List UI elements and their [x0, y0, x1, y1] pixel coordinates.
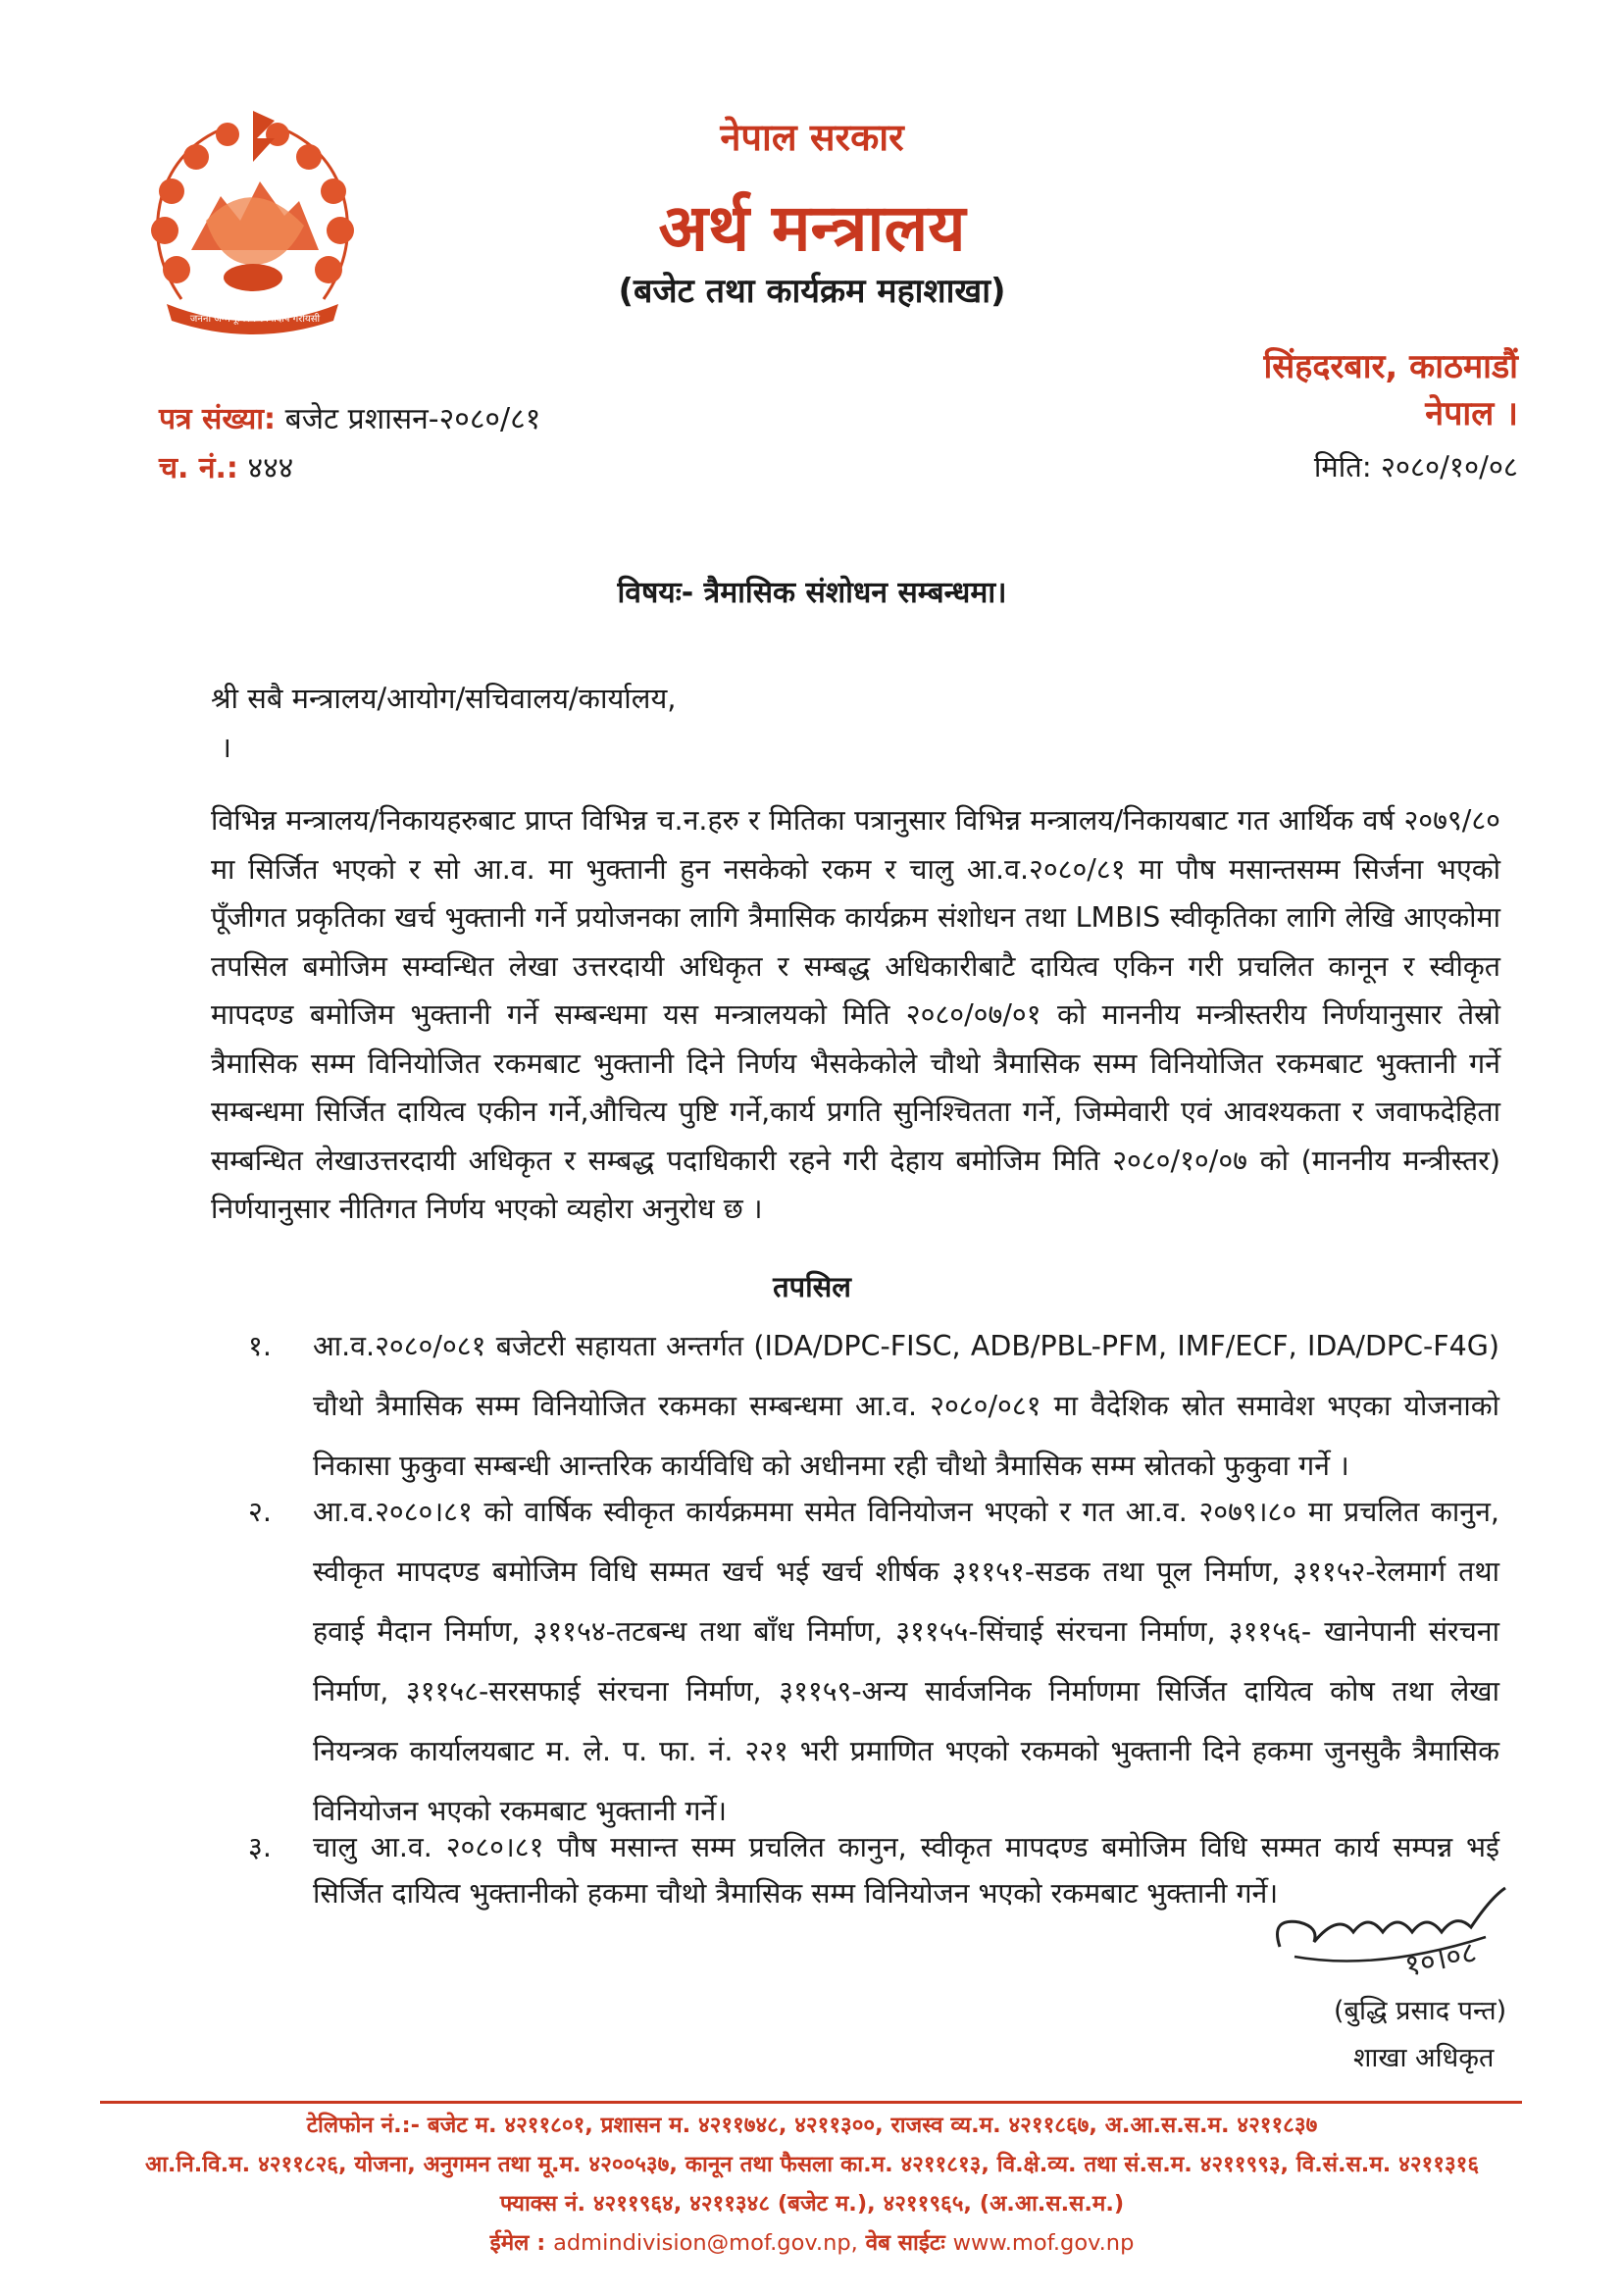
letter-subject: विषयः- त्रैमासिक संशोधन सम्बन्धमा।	[617, 576, 1007, 610]
ministry-name: अर्थ मन्त्रालय	[658, 190, 966, 266]
date-label: मिति:	[1313, 450, 1372, 484]
list-item-text: चालु आ.व. २०८०।८१ पौष मसान्त सम्म प्रचलित कानुन, स्वीकृत मापदण्ड बमोजिम विधि सम्मत कार्य सम्पन्न भई सिर्जित दायित्व भुक्तानीको हकमा चौथो त्रैमासिक सम्म विनियोजन भएको रकमबाट भुक्तानी गर्ने।	[313, 1831, 1499, 1910]
footer-phone-line-2: आ.नि.वि.म. ४२११८२६, योजना, अनुगमन तथा मू.म. ४२००५३७, कानून तथा फैसला का.म. ४२११८१३, वि.क्षे.व्य. तथा सं.स.म. ४२११९९३, वि.सं.स.म. ४२११३१६	[144, 2152, 1480, 2177]
email-link[interactable]: admindivision@mof.gov.np,	[553, 2230, 858, 2256]
handwritten-signature	[1260, 1878, 1554, 1986]
office-location	[1264, 343, 1519, 437]
signatory-name: (बुद्धि प्रसाद पन्त)	[1334, 1996, 1507, 2026]
list-item-number: १.	[248, 1330, 272, 1362]
list-item	[248, 1482, 1499, 1841]
signature-date: १०।०८	[1401, 1935, 1480, 1984]
website-link[interactable]: www.mof.gov.np	[952, 2230, 1135, 2256]
footer-phone-line-1: टेलिफोन नं.:- बजेट म. ४२११८०१, प्रशासन म. ४२११७४८, ४२११३००, राजस्व व्य.म. ४२११८६७, अ.आ.स.स.म. ४२११८३७	[306, 2113, 1318, 2138]
location-line-2: नेपाल ।	[1425, 394, 1518, 433]
list-item-number: २.	[248, 1496, 272, 1528]
footer-divider	[100, 2101, 1522, 2104]
signatory-title: शाखा अधिकृत	[1353, 2043, 1495, 2073]
letter-date	[1314, 447, 1518, 485]
dispatch-number-label: च. नं.:	[159, 451, 238, 485]
dispatch-number-value: ४४४	[247, 451, 294, 485]
location-line-1: सिंहदरबार, काठमाडौं	[1263, 347, 1518, 386]
website-label: वेब साईटः	[865, 2230, 945, 2256]
footer-contact-line	[0, 2226, 1624, 2257]
body-paragraph: विभिन्न मन्त्रालय/निकायहरुबाट प्राप्त विभिन्न च.न.हरु र मितिका पत्रानुसार विभिन्न मन्त्रालय/निकायबाट गत आर्थिक वर्ष २०७९/८० मा सिर्जित भएको र सो आ.व. मा भुक्तानी हुन नसकेको रकम र चालु आ.व.२०८०/८१ मा पौष मसान्तसम्म सिर्जना भएको पूँजीगत प्रकृतिका खर्च भुक्तानी गर्ने प्रयोजनका लागि त्रैमासिक कार्यक्रम संशोधन तथा LMBIS स्वीकृतिका लागि लेखि आएकोमा तपसिल बमोजिम सम्वन्धित लेखा उत्तरदायी अधिकृत र सम्बद्ध अधिकारीबाटै दायित्व एकिन गरी प्रचलित कानून र स्वीकृत मापदण्ड बमोजिम भुक्तानी गर्ने सम्बन्धमा यस मन्त्रालयको मिति २०८०/०७/०१ को माननीय मन्त्रीस्तरीय निर्णयानुसार तेस्रो त्रैमासिक सम्म विनियोजित रकमबाट भुक्तानी दिने निर्णय भैसकेकोले चौथो त्रैमासिक सम्म विनियोजित रकमबाट भुक्तानी गर्ने सम्बन्धमा सिर्जित दायित्व एकीन गर्ने,औचित्य पुष्टि गर्ने,कार्य प्रगति सुनिश्चितता गर्ने, जिम्मेवारी एवं आवश्यकता र जवाफदेहिता सम्बन्धित लेखाउत्तरदायी अधिकृत र सम्बद्ध पदाधिकारी रहने गरी देहाय बमोजिम मिति २०८०/१०/०७ को (माननीय मन्त्रीस्तर) निर्णयानुसार नीतिगत निर्णय भएको व्यहोरा अनुरोध छ ।	[211, 804, 1500, 1225]
addressee-line-2: ।	[221, 731, 231, 764]
letter-number-value: बजेट प्रशासन-२०८०/८१	[284, 402, 541, 436]
letter-number-label: पत्र संख्या:	[159, 402, 277, 436]
date-value: २०८०/१०/०८	[1380, 450, 1518, 484]
emblem-motto: जननी जन्मभूमिश्च स्वर्गादपि गरीयसी	[189, 314, 321, 325]
footer-fax-line: फ्याक्स नं. ४२११९६४, ४२११३४८ (बजेट म.), ४२११९६५, (अ.आ.स.स.म.)	[499, 2191, 1125, 2217]
government-name: नेपाल सरकार	[720, 116, 904, 159]
list-item-text: आ.व.२०८०/०८१ बजेटरी सहायता अन्तर्गत (IDA/DPC-FISC, ADB/PBL-PFM, IMF/ECF, IDA/DPC-F4G) चौथो त्रैमासिक सम्म विनियोजित रकमका सम्बन्धमा आ.व. २०८०/०८१ मा वैदेशिक स्रोत समावेश भएका योजनाको निकासा फुकुवा सम्बन्धी आन्तरिक कार्यविधि को अधीनमा रही चौथो त्रैमासिक सम्म स्रोतको फुकुवा गर्ने ।	[313, 1330, 1499, 1482]
list-item-number: ३.	[248, 1831, 272, 1863]
addressee: श्री सबै मन्त्रालय/आयोग/सचिवालय/कार्यालय,	[211, 682, 677, 715]
division-name: (बजेट तथा कार्यक्रम महाशाखा)	[618, 272, 1006, 311]
list-item	[248, 1316, 1499, 1496]
dispatch-number	[159, 446, 293, 486]
email-label: ईमेल :	[489, 2230, 546, 2256]
letter-number	[159, 397, 540, 437]
tapasil-heading: तपसिल	[773, 1270, 851, 1303]
list-item-text: आ.व.२०८०।८१ को वार्षिक स्वीकृत कार्यक्रममा समेत विनियोजन भएको र गत आ.व. २०७९।८० मा प्रचलित कानुन, स्वीकृत मापदण्ड बमोजिम विधि सम्मत खर्च भई खर्च शीर्षक ३११५१-सडक तथा पूल निर्माण, ३११५२-रेलमार्ग तथा हवाई मैदान निर्माण, ३११५४-तटबन्ध तथा बाँध निर्माण, ३११५५-सिंचाई संरचना निर्माण, ३११५६- खानेपानी संरचना निर्माण, ३११५८-सरसफाई संरचना निर्माण, ३११५९-अन्य सार्वजनिक निर्माणमा सिर्जित दायित्व कोष तथा लेखा नियन्त्रक कार्यालयबाट म. ले. प. फा. नं. २२१ भरी प्रमाणित भएको रकमको भुक्तानी दिने हकमा जुनसुकै त्रैमासिक विनियोजन भएको रकमबाट भुक्तानी गर्ने।	[313, 1496, 1499, 1827]
